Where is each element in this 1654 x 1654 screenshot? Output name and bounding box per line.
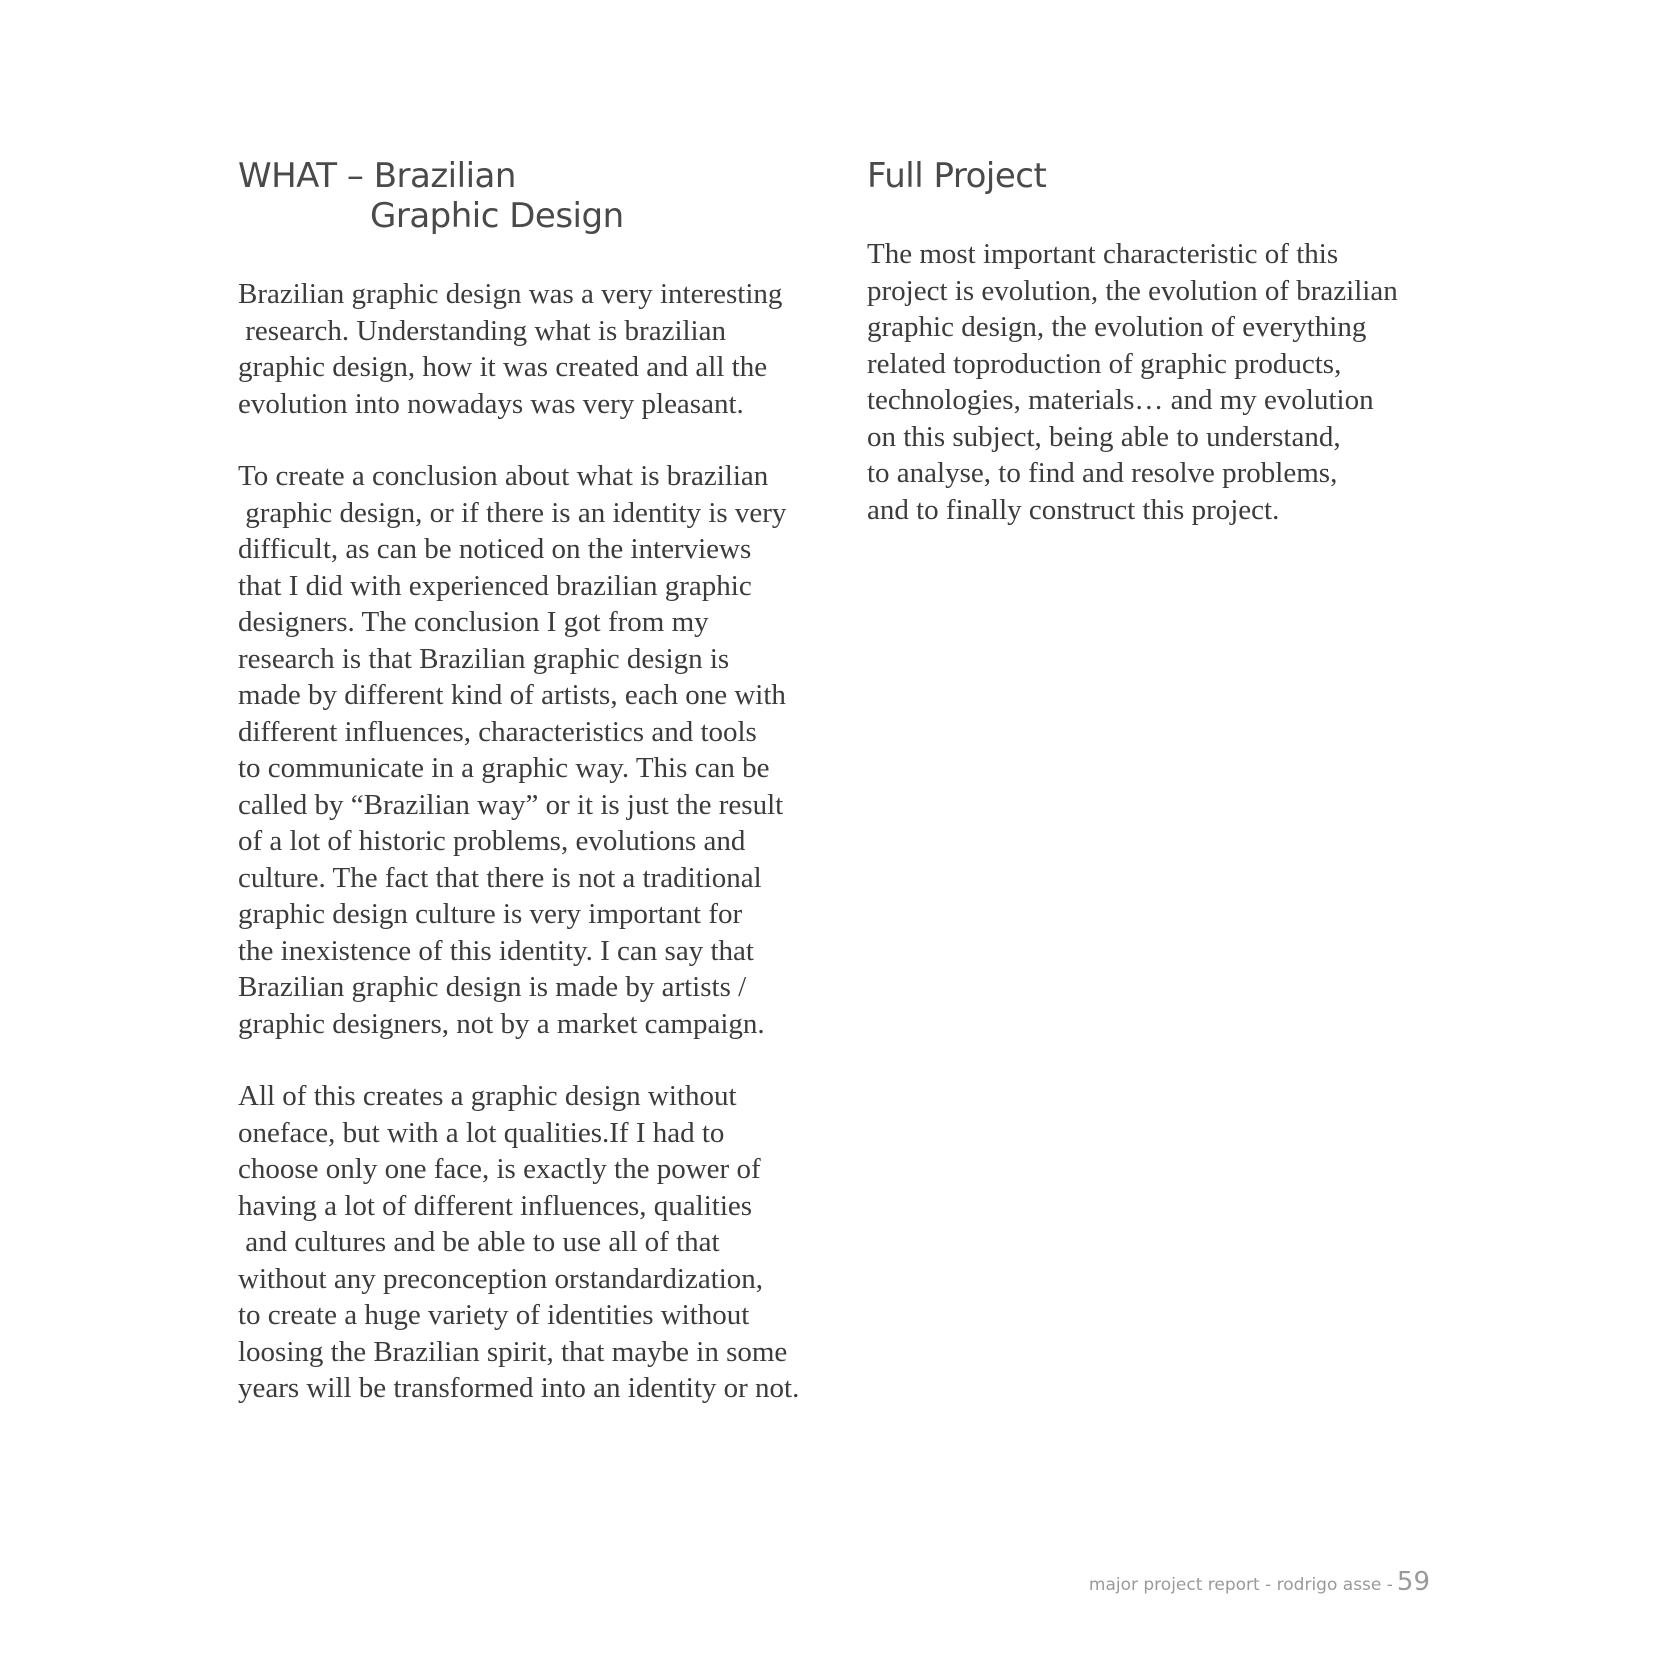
text-line: To create a conclusion about what is brazilian [238, 460, 769, 492]
text-line: years will be transformed into an identity or not. [238, 1372, 800, 1404]
text-line: loosing the Brazilian spirit, that maybe in some [238, 1335, 788, 1368]
text-line: to communicate in a graphic way. This can be [238, 752, 770, 784]
text-line: research. Understanding what is brazilian [238, 314, 726, 347]
right-paragraph [867, 236, 1427, 528]
text-line: Brazilian graphic design is made by artists / [238, 971, 747, 1003]
text-line: made by different kind of artists, each one with [238, 679, 786, 711]
text-line: All of this creates a graphic design without [238, 1080, 737, 1112]
left-heading-line-1: WHAT – Brazilian [238, 156, 516, 196]
text-line: graphic design, or if there is an identity is very [238, 496, 787, 529]
text-line: different influences, characteristics and tools [238, 715, 757, 748]
footer-label: major project report - rodrigo asse - [1088, 1575, 1393, 1595]
text-line: to analyse, to find and resolve problems, [867, 457, 1338, 489]
text-line: Brazilian graphic design was a very interesting [238, 278, 783, 310]
text-line: related toproduction of graphic products, [867, 347, 1342, 380]
paragraph-gap [238, 422, 818, 458]
left-column [238, 156, 818, 1407]
text-line: to create a huge variety of identities without [238, 1299, 750, 1331]
text-line: that I did with experienced brazilian graphic [238, 569, 752, 602]
right-body-text [867, 236, 1427, 528]
text-line: and to finally construct this project. [867, 493, 1280, 526]
text-line: the inexistence of this identity. I can say that [238, 934, 754, 967]
right-column [867, 156, 1427, 528]
text-line: oneface, but with a lot qualities.If I had to [238, 1116, 725, 1149]
left-paragraph [238, 458, 818, 1042]
left-heading-line-2: Graphic Design [370, 196, 624, 236]
text-line: on this subject, being able to understand, [867, 420, 1341, 453]
text-line: and cultures and be able to use all of that [238, 1226, 720, 1258]
left-body-text [238, 276, 818, 1407]
text-line: culture. The fact that there is not a traditional [238, 861, 762, 894]
text-line: technologies, materials… and my evolution [867, 384, 1374, 416]
text-line: graphic design, the evolution of everything [867, 311, 1367, 343]
page-footer [1089, 1567, 1430, 1597]
text-line: difficult, as can be noticed on the interviews [238, 533, 752, 565]
text-line: evolution into nowadays was very pleasant. [238, 387, 744, 420]
text-line: having a lot of different influences, qualities [238, 1189, 753, 1222]
text-line: graphic design, how it was created and all the [238, 351, 768, 383]
text-line: research is that Brazilian graphic design is [238, 642, 730, 675]
text-line: graphic designers, not by a market campaign. [238, 1007, 765, 1040]
left-heading [238, 156, 818, 236]
paragraph-gap [238, 1042, 818, 1078]
page-number: 59 [1396, 1567, 1430, 1597]
text-line: designers. The conclusion I got from my [238, 606, 709, 638]
left-paragraph [238, 276, 818, 422]
text-line: The most important characteristic of this [867, 238, 1339, 270]
text-line: of a lot of historic problems, evolutions and [238, 825, 746, 857]
text-line: without any preconception orstandardization, [238, 1262, 764, 1295]
text-line: choose only one face, is exactly the power of [238, 1153, 761, 1185]
right-heading: Full Project [867, 156, 1047, 196]
text-line: project is evolution, the evolution of brazilian [867, 274, 1398, 307]
text-line: called by “Brazilian way” or it is just the result [238, 788, 784, 821]
text-line: graphic design culture is very important for [238, 898, 743, 930]
left-paragraph [238, 1078, 818, 1407]
